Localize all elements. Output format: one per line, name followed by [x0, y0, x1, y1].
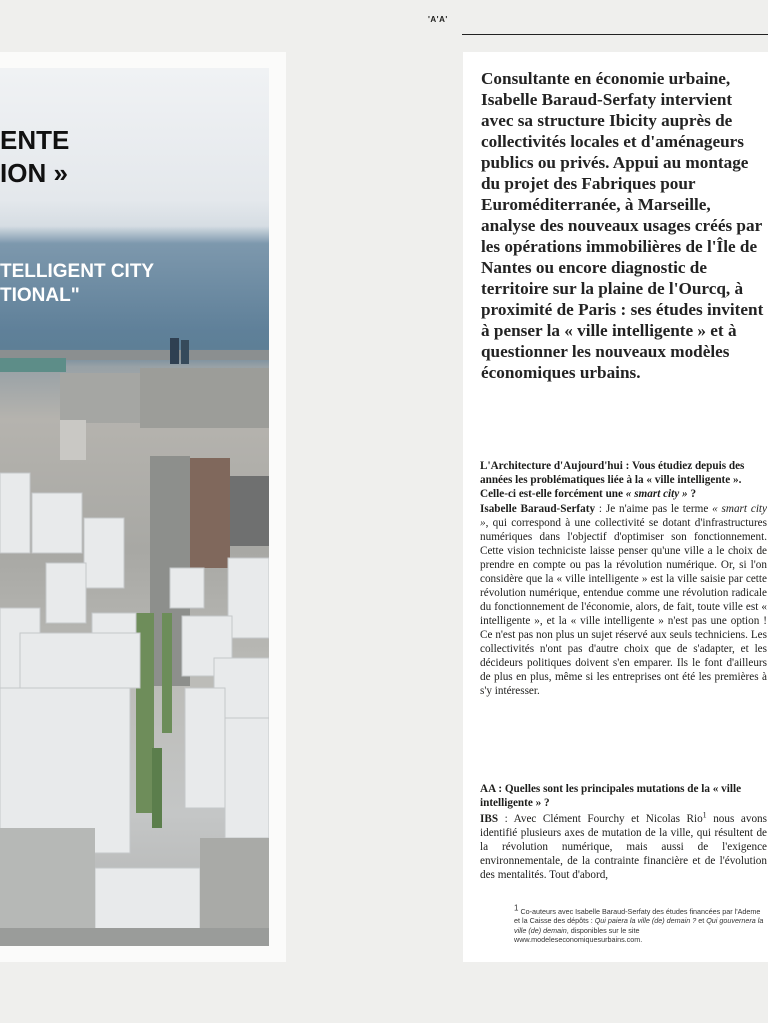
- answer-1-speaker: Isabelle Baraud-Serfaty: [480, 503, 596, 515]
- footnote-text-1: Co-auteurs avec Isabelle Baraud-Serfaty des études financées par l'Ademe et la Caisse des dépôts :: [514, 907, 761, 926]
- title-en-line-1: TELLIGENT CITY: [0, 261, 155, 282]
- footnote-title-2: Qui gouvernera la ville (de) demain: [514, 916, 764, 935]
- question-1-emphasis: « smart city »: [625, 488, 688, 500]
- footnote: [514, 903, 764, 944]
- answer-2-speaker: IBS: [480, 813, 499, 825]
- article-title-french: [0, 124, 69, 190]
- answer-1-emphasis: « smart city »: [480, 503, 767, 529]
- answer-1-text: , qui correspond à une collectivité se dotant d'infrastructures numériques dans l'objectif d'optimiser son fonctionnement. Cette vision techniciste laisse penser qu'une ville a le choix de prendre en compte ou pas la révolution numérique. Or, si l'on considère que la « ville intelligente » est la ville saisie par cette révolution numérique, entendue comme une révolution radicale du fonctionnement de l'économie, alors, de fait, toute ville est « intelligente », et la « ville intelligente » n'est pas une option ! Ce n'est pas non plus un sujet réservé aux seuls techniciens. Les collectivités n'ont pas d'autre choix que de s'adapter, et les décideurs politiques doivent s'en emparer. Ils le font d'ailleurs de plus en plus, même si les entreprises ont été les premières à s'y intéresser.: [480, 517, 767, 697]
- question-1: [480, 459, 767, 501]
- article-title-english: [0, 260, 154, 308]
- answer-2-text: nous avons identifié plusieurs axes de mutation de la ville, qui résultent de la révolution numérique, mais aussi de l'exigence environnementale, de la contrainte financière et de l'évolution des mentalités. Tout d'abord,: [480, 813, 767, 881]
- footnote-text-2: et: [696, 916, 707, 926]
- aerial-city-photo: [0, 68, 269, 946]
- title-en-line-2: TIONAL": [0, 285, 80, 306]
- answer-2-text-start: : Avec Clément Fourchy et Nicolas Rio: [498, 813, 703, 825]
- answer-2: [480, 812, 767, 882]
- magazine-logo: 'A'A': [428, 15, 448, 24]
- question-1-end: ?: [687, 488, 697, 500]
- answer-1: [480, 502, 767, 698]
- footnote-ref: 1: [702, 810, 707, 820]
- footnote-title-1: Qui paiera la ville (de) demain ?: [594, 916, 697, 926]
- title-line-2: ION »: [0, 158, 68, 188]
- question-2: AA : Quelles sont les principales mutations de la « ville intelligente » ?: [480, 783, 742, 809]
- header-rule: [462, 34, 768, 35]
- answer-1-text-start: : Je n'aime pas le terme: [595, 503, 713, 515]
- left-page: [0, 52, 286, 962]
- title-line-1: ENTE: [0, 125, 70, 155]
- question-1-text: L'Architecture d'Aujourd'hui : Vous étudiez depuis des années les problématiques liée à la « ville intelligente ». Celle-ci est-elle forcément une: [480, 460, 745, 500]
- right-page: [463, 52, 768, 962]
- aerial-city-illustration: [0, 68, 269, 946]
- intro-paragraph: Consultante en économie urbaine, Isabelle Baraud-Serfaty intervient avec sa structure Ibicity auprès de collectivités locales et d'aménageurs publics ou privés. Appui au montage du projet des Fabriques pour Euroméditerranée, à Marseille, analyse des nouveaux usages créés par les opérations immobilières de l'Île de Nantes ou encore diagnostic de territoire sur la plaine de l'Ourcq, à proximité de Paris : ses études invitent à penser la « ville intelligente » et à questionner les nouveaux modèles économiques urbains.: [481, 69, 764, 382]
- footnote-number: 1: [514, 903, 519, 913]
- footnote-text-3: , disponibles sur le site www.modeleseconomiquesurbains.com.: [514, 925, 643, 944]
